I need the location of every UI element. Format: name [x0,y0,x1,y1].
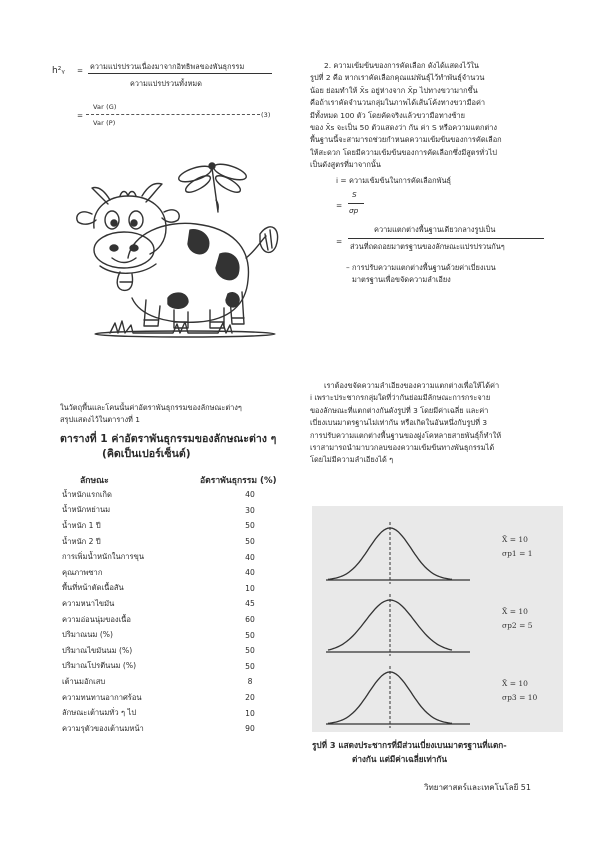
formula-eq-number: (3) [261,111,271,119]
table-row [62,643,290,659]
trait-name: ความอ่อนนุ่มของเนื้อ [62,614,131,624]
curve-sd-label: σp2 = 5 [502,621,533,630]
heritability-table [62,487,290,737]
heritability-value: 10 [245,583,255,593]
table-row [62,690,290,706]
heritability-value: 40 [245,568,255,578]
table-row [62,596,290,612]
heritability-value: 45 [245,599,255,609]
bias-line: i เพราะประชากรกลุ่มใดที่ว่ากันย่อมมีลักษณะการกระจาย [310,393,491,403]
heritability-value: 50 [245,537,255,547]
heritability-value: 90 [245,724,255,734]
bias-line: โดยไม่มีความลำเอียงได้ ๆ [310,455,394,465]
figure-3-caption [312,738,567,766]
table-row [62,674,290,690]
table-row [62,503,290,519]
heritability-value: 10 [245,708,255,718]
dragonfly-icon [177,161,248,212]
intensity-line: พื้นฐานนี้จะสามารถช่วยกำหนดความเข้มข้นของการคัดเลือก [310,135,502,145]
intensity-line: เป็นดังสูตรที่มาจากนั้น [310,160,381,170]
intensity-s: S [352,190,357,199]
trait-name: ลักษณะเต้านมทั่ว ๆ ไป [62,708,137,718]
bias-line: เราต้องขจัดความลำเอียงของความแตกต่างเพื่อให้ได้ค่า [324,381,500,390]
intensity-line: 2. ความเข้มข้นของการคัดเลือก ดังได้แสดงไว้ใน [324,61,479,70]
formula-fraction-bar [88,73,272,74]
intensity-fraction-denominator: ส่วนที่ถดถอยมาตรฐานของลักษณะแปรปรวนกันๆ [350,242,505,251]
trait-name: การเพิ่มน้ำหนักในการขุน [62,552,145,562]
intensity-note [346,262,556,287]
intensity-fraction-numerator: ความแตกต่างพื้นฐานเดียวกลางรูปเป็น [374,225,496,234]
trait-name: พื้นที่หน้าตัดเนื้อสัน [62,583,124,593]
formula-fraction-bar-2 [86,114,260,115]
heritability-value: 8 [247,677,253,687]
table-row [62,518,290,534]
table-row [62,627,290,643]
table-intro-line: สรุปแสดงไว้ในตารางที่ 1 [60,415,140,425]
trait-name: ความทนทานอากาศร้อน [62,692,142,702]
intensity-line: คือถ้าเราคัดจำนวนกลุ่มในภาพได้เส้นโค้งทางขวามือค่า [310,98,486,108]
curve-sd-label: σp1 = 1 [502,549,533,558]
table-row [62,612,290,628]
caption-line: ต่างกัน แต่มีค่าเฉลี่ยเท่ากัน [352,754,447,764]
table-title-line-2: (คิดเป็นเปอร์เซ็นต์) [102,448,191,460]
trait-name: คุณภาพซาก [62,567,103,577]
table-row [62,487,290,503]
cow-cartoon-illustration [70,150,290,345]
bias-line: ของลักษณะที่แตกต่างกันดังรูปที่ 3 โดยมีค่าเฉลี่ย และค่า [310,405,489,415]
intensity-note-line: มาตรฐานเพื่อขจัดความลำเอียง [352,275,451,285]
heritability-value: 50 [245,521,255,531]
trait-name: น้ำหนักหย่านม [62,505,111,515]
intensity-equals-2: = [336,237,343,246]
trait-name: เต้านมอักเสบ [62,676,106,686]
curve-mean-label: X̄ = 10 [502,535,528,544]
formula-var-g: Var (G) [93,103,117,111]
intensity-line: รูปที่ 2 คือ หากเราคัดเลือกคุณแม่พันธุ์ไว้ทำพันธุ์จำนวน [310,73,485,83]
heritability-value: 60 [245,615,255,625]
trait-name: ความรุตัวของเต้านมหน้า [62,723,144,733]
curve-sd-label: σp3 = 10 [502,693,538,702]
heritability-value: 50 [245,661,255,671]
figure-3-panel [312,506,563,732]
table-row [62,534,290,550]
table-row [62,705,290,721]
trait-name: ปริมาณโปรตีนนม (%) [62,661,137,671]
intensity-line: ของ X̄s จะเป็น 50 ตัวแสดงว่า กัน ค่า S หรือความแตกต่าง [310,123,498,133]
trait-name: น้ำหนัก 2 ปี [62,536,101,546]
trait-name: น้ำหนักแรกเกิด [62,489,112,499]
trait-name: ปริมาณไขมันนม (%) [62,645,133,655]
bias-line: เบี่ยงเบนมาตรฐานไม่เท่ากัน หรือเกิดในอันหนึ่งกับรูปที่ 3 [310,418,488,428]
intensity-fraction-bar [348,203,364,204]
intensity-sigma: σp [349,206,359,215]
intensity-note-line: – การปรับความแตกต่างพื้นฐานด้วยค่าเบี่ยงเบน [346,263,496,272]
bias-paragraph [310,380,562,467]
page-footer: วิทยาศาสตร์และเทคโนโลยี 51 [424,783,531,792]
table-row [62,581,290,597]
table-title [60,432,310,462]
table-intro [60,402,300,427]
heritability-value: 20 [245,693,255,703]
table-col-trait-header: ลักษณะ [80,476,109,486]
bias-line: เราสามารถนำมาบวกลบของความเข้มข้นทางพันธุกรรมได้ [310,443,495,453]
table-row [62,565,290,581]
table-row [62,549,290,565]
selection-intensity-paragraph [310,60,560,172]
heritability-value: 30 [245,505,255,515]
heritability-value: 40 [245,490,255,500]
intensity-line: ให้สะดวก โดยมีความเข้มข้นของการคัดเลือกซึ่งมีสูตรทั่วไป [310,147,497,157]
formula-numerator: ความแปรปรวนเนื่องมาจากอิทธิพลของพันธุกรรม [90,62,245,71]
caption-line: รูปที่ 3 แสดงประชากรที่มีส่วนเบี่ยงเบนมาตรฐานที่แตก- [312,740,507,750]
intensity-line: มีทั้งหมด 100 ตัว โดยคัดจริงแล้วขวามือทางซ้าย [310,110,465,120]
table-row [62,721,290,737]
curve-mean-label: X̄ = 10 [502,607,528,616]
heritability-value: 50 [245,630,255,640]
intensity-line: น้อย ย่อมทำให้ X̄s อยู่ห่างจาก X̄p ไปทางขวามากขึ้น [310,85,478,95]
formula-denominator: ความแปรปรวนทั้งหมด [130,79,203,88]
trait-name: ปริมาณนม (%) [62,630,113,640]
intensity-equals-1: = [336,201,343,210]
trait-name: ความหนาไขมัน [62,598,115,608]
curve-mean-label: X̄ = 10 [502,679,528,688]
normal-curves-figure [312,506,563,732]
formula-equals: = [77,66,84,75]
table-row [62,659,290,675]
heritability-value: 40 [245,552,255,562]
intensity-definition: i = ความเข้มข้นในการคัดเลือกพันธุ์ [336,176,452,185]
heritability-value: 50 [245,646,255,656]
table-intro-line: ในวัตถุพื้นและโคนนั้นค่าอัตราพันธุกรรมของลักษณะต่างๆ [60,403,242,412]
trait-name: น้ำหนัก 1 ปี [62,520,101,530]
heritability-symbol: h²ᵧ [52,66,65,76]
intensity-fraction-bar-2 [348,238,544,239]
table-title-line-1: ตารางที่ 1 ค่าอัตราพันธุกรรมของลักษณะต่าง ๆ [60,433,277,445]
formula-equals-2: = [77,111,84,120]
formula-var-p: Var (P) [93,119,116,127]
table-col-value-header: อัตราพันธุกรรม (%) [200,476,277,486]
bias-line: การปรับความแตกต่างพื้นฐานของฝูงโคหลายสายพันธุ์ก็ทำให้ [310,430,502,440]
